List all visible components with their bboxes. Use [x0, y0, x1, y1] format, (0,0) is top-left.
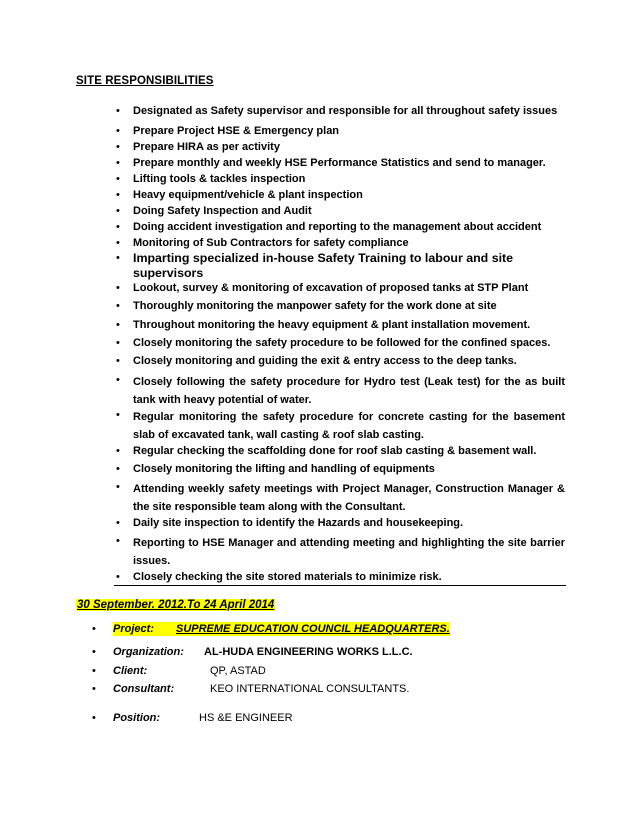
client-value: QP, ASTAD [210, 665, 266, 677]
bullet: • [116, 189, 120, 201]
bullet: • [116, 157, 120, 169]
organization-label: Organization: [113, 646, 184, 658]
list-item-text: Monitoring of Sub Contractors for safety compliance [133, 237, 409, 249]
bullet: • [116, 221, 120, 233]
list-item-text: Regular checking the scaffolding done for roof slab casting & basement wall. [133, 445, 537, 457]
consultant-value: KEO INTERNATIONAL CONSULTANTS. [210, 683, 410, 695]
position-label: Position: [113, 712, 161, 724]
bullet: • [116, 141, 120, 153]
bullet: • [116, 374, 120, 386]
bullet: • [92, 665, 96, 677]
list-item-text: Throughout monitoring the heavy equipment & plant installation movement. [133, 319, 531, 331]
bullet: • [92, 712, 96, 724]
bullet: • [116, 517, 120, 529]
bullet: • [116, 409, 120, 421]
list-item-text: Lifting tools & tackles inspection [133, 173, 306, 185]
list-item-text: Imparting specialized in-house Safety Training to labour and site supervisors [133, 251, 514, 280]
list-item-text: Regular monitoring the safety procedure for concrete casting for the basement slab of excavated tank, wall casting & roof slab casting. [133, 411, 565, 441]
list-item-text: Designated as Safety supervisor and responsible for all throughout safety issues [133, 105, 558, 117]
list-item-text: Lookout, survey & monitoring of excavation of proposed tanks at STP Plant [133, 282, 529, 294]
bullet: • [116, 445, 120, 457]
bullet: • [116, 463, 120, 475]
organization-value: AL-HUDA ENGINEERING WORKS L.L.C. [204, 646, 413, 658]
list-item-text: Prepare Project HSE & Emergency plan [133, 125, 340, 137]
bullet: • [116, 535, 120, 547]
client-label: Client: [113, 665, 148, 677]
list-item-text: Doing accident investigation and reporting to the management about accident [133, 221, 542, 233]
bullet: • [116, 481, 120, 493]
section-heading: SITE RESPONSIBILITIES [76, 75, 214, 87]
list-item-text: Prepare monthly and weekly HSE Performance Statistics and send to manager. [133, 157, 546, 169]
list-item-text: Doing Safety Inspection and Audit [133, 205, 312, 217]
bullet: • [116, 319, 120, 331]
bullet: • [116, 125, 120, 137]
list-item-text: Closely monitoring the safety procedure to be followed for the confined spaces. [133, 337, 551, 349]
bullet: • [116, 105, 120, 117]
list-item-text: Closely checking the site stored materials to minimize risk. [133, 571, 442, 583]
bullet: • [116, 282, 120, 294]
bullet: • [92, 646, 96, 658]
list-item-text: Attending weekly safety meetings with Project Manager, Construction Manager & the site responsible team along with the Consultant. [133, 483, 565, 513]
bullet: • [116, 252, 120, 264]
bullet: • [116, 300, 120, 312]
bullet: • [116, 571, 120, 583]
list-item-text: Reporting to HSE Manager and attending meeting and highlighting the site barrier issues. [133, 537, 565, 567]
bullet: • [92, 683, 96, 695]
list-item-text: Closely monitoring and guiding the exit & entry access to the deep tanks. [133, 355, 517, 367]
employment-period: 30 September. 2012.To 24 April 2014 [77, 599, 275, 611]
bullet: • [116, 355, 120, 367]
consultant-label: Consultant: [113, 683, 175, 695]
list-item-text: Heavy equipment/vehicle & plant inspection [133, 189, 363, 201]
bullet: • [116, 237, 120, 249]
bullet: • [116, 173, 120, 185]
list-item-text: Closely monitoring the lifting and handling of equipments [133, 463, 435, 475]
list-item-text: Thoroughly monitoring the manpower safety for the work done at site [133, 300, 497, 312]
position-value: HS &E ENGINEER [199, 712, 293, 724]
list-item-text: Daily site inspection to identify the Hazards and housekeeping. [133, 517, 464, 529]
section-divider [114, 585, 566, 586]
bullet: • [92, 623, 96, 635]
project-value: SUPREME EDUCATION COUNCIL HEADQUARTERS. [176, 623, 450, 635]
bullet: • [116, 337, 120, 349]
project-label: Project: [113, 622, 184, 636]
list-item-text: Prepare HIRA as per activity [133, 141, 280, 153]
list-item-text: Closely following the safety procedure for Hydro test (Leak test) for the as built tank with heavy potential of water. [133, 376, 565, 406]
bullet: • [116, 205, 120, 217]
